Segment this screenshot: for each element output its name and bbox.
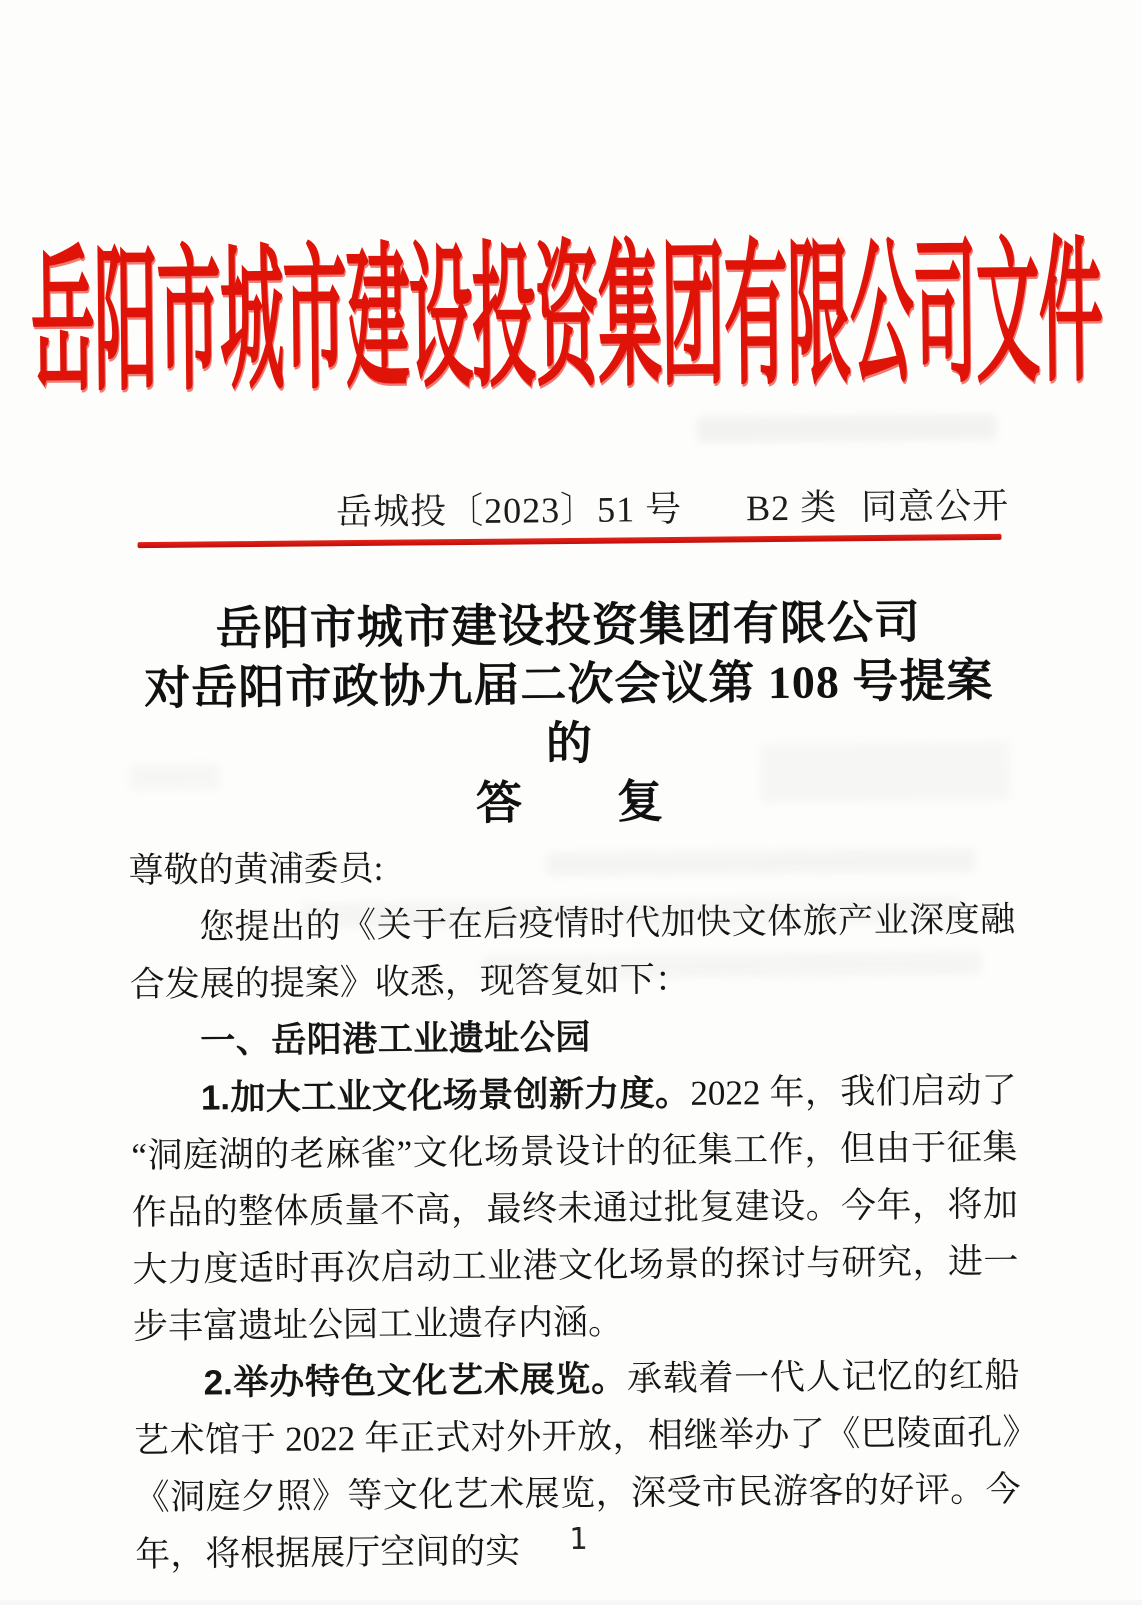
document-number-line: [125, 478, 1009, 537]
document-title-line-3: 答 复: [475, 776, 665, 829]
page-number: 1: [568, 1521, 588, 1558]
item-2-text: 承载着一代人记忆的红船艺术馆于 2022 年正式对外开放，相继举办了《巴陵面孔》《洞庭夕照》等文化艺术展览，深受市民游客的好评。今年，将根据展厅空间的实: [133, 1355, 1021, 1575]
item-1-text: 2022 年，我们启动了“洞庭湖的老麻雀”文化场景设计的征集工作，但由于征集作品的整体质量不高，最终未通过批复建设。今年，将加大力度适时再次启动工业港文化场景的探讨与研究，进一步丰富遗址公园工业遗存内涵。: [131, 1070, 1019, 1347]
item-1-paragraph: [131, 1062, 1020, 1355]
publicity-label: 同意公开: [860, 485, 1010, 528]
document-body: [128, 834, 1021, 1583]
red-separator-rule: [138, 534, 1002, 548]
salutation: 尊敬的黄浦委员:: [128, 848, 384, 891]
document-title-line-2: 对岳阳市政协九届二次会议第 108 号提案的: [144, 654, 994, 770]
item-1-lead: 1.加大工业文化场景创新力度。: [200, 1073, 691, 1118]
document-title: [126, 592, 1012, 836]
section-1-heading: 一、岳阳港工业遗址公园: [200, 1017, 591, 1061]
letterhead: [0, 185, 1138, 426]
document-number: 岳城投〔2023〕51 号: [335, 488, 683, 533]
item-2-lead: 2.举办特色文化艺术展览。: [203, 1359, 628, 1403]
intro-paragraph: 您提出的《关于在后疫情时代加快文体旅产业深度融合发展的提案》收悉，现答复如下：: [129, 899, 1016, 1005]
document-title-line-1: 岳阳市城市建设投资集团有限公司: [215, 596, 922, 655]
letterhead-org-title: 岳阳市城市建设投资集团有限公司文件: [30, 226, 1103, 411]
classification-label: B2 类: [745, 487, 838, 529]
